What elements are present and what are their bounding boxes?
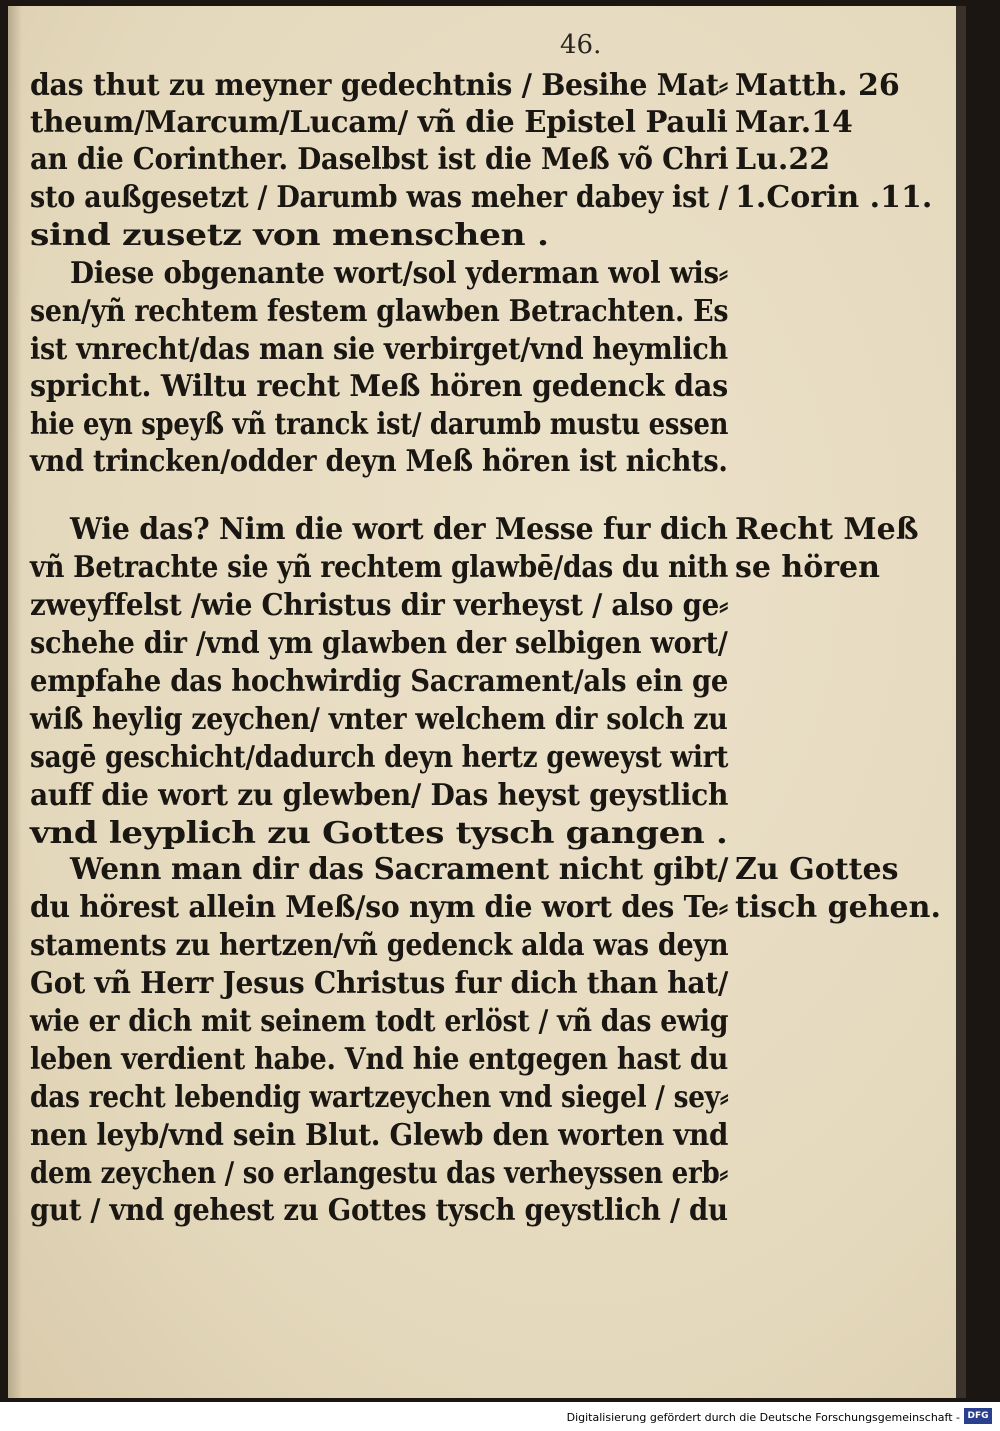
text-line: Wenn man dir das Sacrament nicht gibt/ bbox=[70, 852, 729, 887]
margin-note: tisch gehen. bbox=[735, 890, 941, 925]
text-line: gut / vnd gehest zu Gottes tysch geystlich / du bbox=[30, 1193, 728, 1228]
text-line: sagē geschicht/dadurch deyn hertz geweyst wirt bbox=[30, 740, 729, 775]
text-line: theum/Marcum/Lucam/ vñ die Epistel Pauli bbox=[30, 105, 728, 140]
page-edge bbox=[956, 6, 966, 1398]
text-line: nen leyb/vnd sein Blut. Glewb den worten vnd bbox=[30, 1118, 729, 1153]
text-line: du hörest allein Meß/so nym die wort des Te⸗ bbox=[30, 890, 728, 925]
text-line: das thut zu meyner gedechtnis / Besihe Mat⸗ bbox=[30, 68, 728, 103]
text-line: ist vnrecht/das man sie verbirget/vnd heymlich bbox=[30, 332, 728, 367]
text-line: Wie das? Nim die wort der Messe fur dich bbox=[70, 512, 728, 547]
text-line: vñ Betrachte sie yñ rechtem glawbē/das du nith bbox=[30, 550, 729, 585]
text-line: spricht. Wiltu recht Meß hören gedenck das bbox=[30, 369, 728, 404]
footer-bar bbox=[0, 1402, 1000, 1431]
margin-note: Mar.14 bbox=[735, 105, 853, 140]
text-line: vnd trincken/odder deyn Meß hören ist nichts. bbox=[30, 444, 728, 479]
text-line: an die Corinther. Daselbst ist die Meß võ Chri bbox=[30, 142, 729, 177]
text-line: hie eyn speyß vñ tranck ist/ darumb mustu essen bbox=[30, 407, 729, 442]
margin-note: Matth. 26 bbox=[735, 68, 900, 103]
text-line: leben verdient habe. Vnd hie entgegen hast du bbox=[30, 1042, 729, 1077]
page-gutter-shadow bbox=[8, 6, 22, 1398]
funding-credit: Digitalisierung gefördert durch die Deutsche Forschungsgemeinschaft - bbox=[566, 1411, 960, 1424]
text-line: schehe dir /vnd ym glawben der selbigen wort/ bbox=[30, 626, 728, 661]
text-line: auff die wort zu glewben/ Das heyst geystlich bbox=[30, 778, 729, 813]
text-line: Got vñ Herr Jesus Christus fur dich than hat/ bbox=[30, 966, 728, 1001]
margin-note: Zu Gottes bbox=[735, 852, 899, 887]
text-line: staments zu hertzen/vñ gedenck alda was deyn bbox=[30, 928, 729, 963]
text-line: zweyffelst /wie Christus dir verheyst / also ge⸗ bbox=[30, 588, 729, 623]
margin-note: Lu.22 bbox=[735, 142, 831, 177]
margin-note: 1.Corin .11. bbox=[735, 180, 933, 215]
text-line: vnd leyplich zu Gottes tysch gangen . bbox=[30, 816, 728, 851]
text-line: sto außgesetzt / Darumb was meher dabey ist / bbox=[30, 180, 729, 215]
text-line: empfahe das hochwirdig Sacrament/als ein ge bbox=[30, 664, 729, 699]
text-line: Diese obgenante wort/sol yderman wol wis⸗ bbox=[70, 256, 728, 291]
text-line: sind zusetz von menschen . bbox=[30, 218, 549, 253]
margin-note: se hören bbox=[735, 550, 880, 585]
text-line: sen/yñ rechtem festem glawben Betrachten. Es bbox=[30, 294, 729, 329]
text-line: dem zeychen / so erlangestu das verheyssen erb⸗ bbox=[30, 1156, 728, 1191]
margin-note: Recht Meß bbox=[735, 512, 919, 547]
text-line: wiß heylig zeychen/ vnter welchem dir solch zu bbox=[30, 702, 728, 737]
dfg-logo: DFG bbox=[964, 1408, 992, 1424]
page-number: 46. bbox=[560, 30, 602, 60]
text-line: wie er dich mit seinem todt erlöst / vñ das ewig bbox=[30, 1004, 729, 1039]
text-line: das recht lebendig wartzeychen vnd siegel / sey⸗ bbox=[30, 1080, 729, 1115]
